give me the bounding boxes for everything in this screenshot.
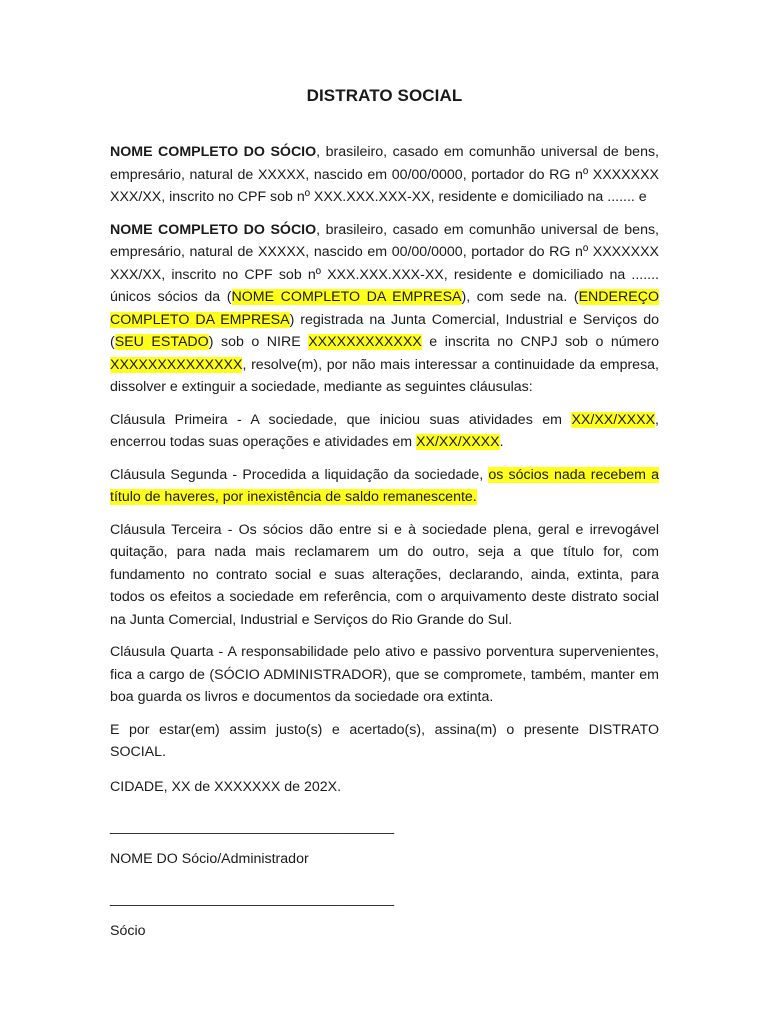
clause3-paragraph: Cláusula Terceira - Os sócios dão entre si e à sociedade plena, geral e irrevogável quitação, para nada mais reclamarem um do outro, seja a que título for, com fundamento no contrato social e suas alterações, declarando, ainda, extinta, para todos os efeitos a sociedade em referência, com o arquivamento deste distrato social na Junta Comercial, Industrial e Serviços do Rio Grande do Sul.: [110, 521, 659, 628]
partner2-text-c: ) registrada na Junta Comercial, Industrial e Serviços do (: [110, 311, 659, 350]
signer1-name: NOME DO Sócio/Administrador: [110, 850, 309, 867]
clause1-text-c: .: [499, 434, 504, 450]
clause2-highlight: os sócios nada recebem a título de haveres, por inexistência de saldo remanescente.: [110, 466, 660, 505]
partner1-text: , brasileiro, casado em comunhão universal de bens, empresário, natural de XXXXX, nascido em 00/00/0000, portador do RG nº XXXXXXX XXX/XX, inscrito no CPF sob nº XXX.XXX.XXX-XX, residente e domiciliado na ....... e: [110, 144, 660, 205]
city-date: CIDADE, XX de XXXXXXX de 202X.: [110, 778, 342, 795]
start-date-placeholder: XX/XX/XXXX: [571, 411, 656, 428]
partner2-text-b: ), com sede na. (: [461, 289, 579, 305]
company-name-placeholder: NOME COMPLETO DA EMPRESA: [231, 289, 462, 305]
partner2-text-a: , brasileiro, casado em comunhão universal de bens, empresário, natural de XXXXX, nascido em 00/00/0000, portador do RG nº XXXXXXX XXX/XX, inscrito no CPF sob nº XXX.XXX.XXX-XX, residente e domiciliado na ....... únicos sócios da (: [110, 221, 660, 305]
clause1-text-b: , encerrou todas suas operações e atividades em: [110, 411, 659, 450]
document-title: DISTRATO SOCIAL: [306, 86, 463, 105]
closing-paragraph: E por estar(em) assim justo(s) e acertado(s), assina(m) o presente DISTRATO SOCIAL.: [110, 721, 659, 760]
company-address-placeholder: ENDEREÇO COMPLETO DA EMPRESA: [110, 289, 660, 328]
state-placeholder: SEU ESTADO: [114, 334, 209, 350]
cnpj-placeholder: XXXXXXXXXXXXXX: [110, 356, 243, 373]
end-date-placeholder: XX/XX/XXXX: [416, 434, 500, 450]
partner2-text-e: e inscrita no CNPJ sob o número: [421, 334, 659, 350]
clause1-paragraph: [110, 409, 659, 454]
partner2-text-f: , resolve(m), por não mais interessar a continuidade da empresa, dissolver e extinguir a sociedade, mediante as seguintes cláusulas:: [110, 356, 659, 395]
partner2-paragraph: [110, 219, 659, 399]
signature-line-2: ____________________________________: [110, 890, 395, 907]
partner1-paragraph: [110, 141, 659, 209]
nire-placeholder: XXXXXXXXXXXX: [308, 334, 422, 350]
partner1-name: NOME COMPLETO DO SÓCIO: [110, 144, 317, 160]
clause1-text-a: Cláusula Primeira - A sociedade, que iniciou suas atividades em: [110, 411, 572, 428]
clause2-text-a: Cláusula Segunda - Procedida a liquidação da sociedade,: [110, 466, 489, 483]
clause4-paragraph: Cláusula Quarta - A responsabilidade pelo ativo e passivo porventura supervenientes, fica a cargo de (SÓCIO ADMINISTRADOR), que se compromete, também, manter em boa guarda os livros e documentos da sociedade ora extinta.: [110, 644, 659, 705]
clause2-paragraph: [110, 464, 659, 509]
signer2-name: Sócio: [110, 922, 146, 939]
partner2-name: NOME COMPLETO DO SÓCIO: [110, 221, 317, 238]
signature-line-1: ____________________________________: [110, 818, 395, 835]
partner2-text-d: ) sob o NIRE: [208, 334, 309, 350]
